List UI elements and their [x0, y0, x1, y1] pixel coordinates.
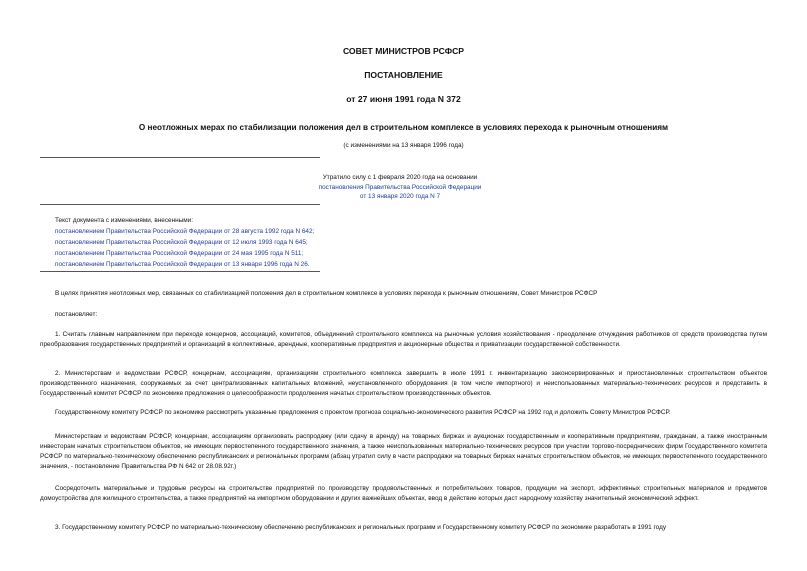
document-date: от 27 июня 1991 года N 372 — [346, 94, 461, 104]
resolves-line: постановляет: — [55, 311, 98, 318]
paragraph-4: Министерствам и ведомствам РСФСР, концернам, ассоциациям организовать распродажу (или сдачу в аренду) на товарных биржах и аукционах государственным и кооперативным предприятиям, гражданам, а также иностранным инвесторам начатых строительством объектов, не имеющих первостепенного государственного значения, а также неиспользованных материально-технических ресурсов при участии торгово-посреднических фирм Государственного комитета РСФСР по материально-техническому обеспечению республиканских и региональных программ (абзац утратил силу в части распродажи на товарных биржах начатых строительством объектов, не имеющих первостепенного государственного значения, - постановление Правительства РФ N 642 от 28.08.92г.) — [40, 433, 767, 470]
repeal-text: Утратило силу с 1 февраля 2020 года на основании — [322, 174, 478, 181]
amendment-link[interactable]: постановлением Правительства Российской Федерации от 28 августа 1992 года N 642; — [55, 228, 315, 235]
document-title: О неотложных мерах по стабилизации положения дел в строительном комплексе в условиях перехода к рыночным отношениям — [138, 123, 669, 132]
repeal-notice — [250, 173, 550, 202]
revision-note: (с изменениями на 13 января 1996 года) — [343, 142, 464, 149]
paragraph-5: Сосредоточить материальные и трудовые ресурсы на строительстве предприятий по производству продовольственных и потребительских товаров, продукции на экспорт, эффективных строительных материалов и предметов домоустройства для жилищного строительства, а также предприятий на импортном оборудовании и других важнейших объектах, ввод в действие которых даст народному хозяйству значительный экономический эффект. — [40, 485, 767, 502]
amendments-list — [55, 215, 385, 270]
issuer-heading: СОВЕТ МИНИСТРОВ РСФСР — [342, 46, 465, 56]
divider — [40, 271, 320, 272]
document-type: ПОСТАНОВЛЕНИЕ — [364, 70, 443, 80]
amendment-link[interactable]: постановлением Правительства Российской Федерации от 24 мая 1995 года N 511; — [55, 250, 304, 257]
amendment-link[interactable]: постановлением Правительства Российской Федерации от 12 июля 1993 года N 645; — [55, 239, 308, 246]
repeal-link[interactable]: постановления Правительства Российской Федерации — [318, 183, 482, 191]
divider — [40, 157, 320, 158]
paragraph-2: 2. Министерствам и ведомствам РСФСР, концернам, ассоциациям, организациям строительного комплекса завершить в июле 1991 г. инвентаризацию законсервированных и приостановленных строительством объектов производственного назначения, сооружаемых за счет централизованных капитальных вложений, неустановленного оборудования (в том числе импортного) и неиспользованных материально-технических ресурсов и представить в Государственный комитет РСФСР по экономике предложения о целесообразности продолжения начатых строительством производственных объектов. — [40, 370, 767, 397]
paragraph-6: 3. Государственному комитету РСФСР по материально-техническому обеспечению республиканских и региональных программ и Государственному комитету РСФСР по экономике разработать в 1991 году — [55, 524, 667, 531]
amendment-link[interactable]: постановлением Правительства Российской Федерации от 13 января 1996 года N 26. — [55, 261, 310, 268]
paragraph-3: Государственному комитету РСФСР по экономике рассмотреть указанные предложения с проектом прогноза социально-экономического развития РСФСР на 1992 год и доложить Совету Министров РСФСР. — [55, 409, 671, 416]
repeal-link-date[interactable]: от 13 января 2020 года N 7 — [359, 193, 441, 200]
paragraph-1: 1. Считать главным направлением при переходе концернов, ассоциаций, комитетов, объединений строительного комплекса на рыночные условия хозяйствования - преодоление отчуждения работников от средств производства путем преобразования государственных предприятий и организаций в коллективные, арендные, кооперативные предприятия и акционерные общества и приватизации государственной собственности. — [40, 331, 767, 348]
divider — [40, 204, 320, 205]
amendments-intro: Текст документа с изменениями, внесенными: — [55, 217, 193, 224]
preamble: В целях принятия неотложных мер, связанных со стабилизацией положения дел в строительном комплексе в условиях перехода к рыночным отношениям, Совет Министров РСФСР — [55, 290, 598, 297]
